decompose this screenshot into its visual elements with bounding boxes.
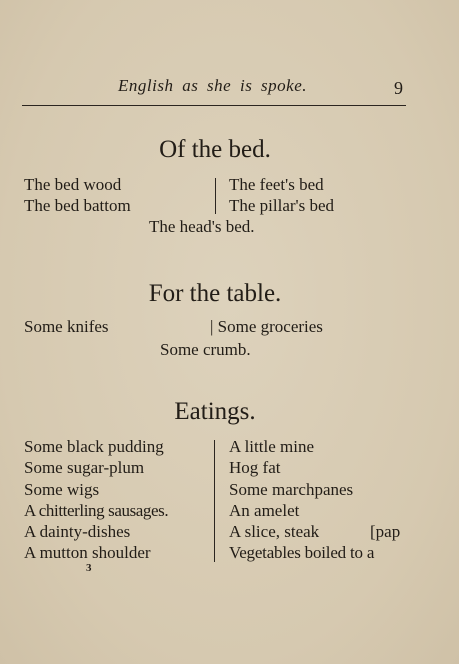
running-title: English as she is spoke.: [118, 76, 308, 95]
list-item: Some knifes: [24, 317, 109, 336]
list-item: | Some groceries: [210, 317, 323, 336]
list-item: Some sugar-plum: [24, 458, 145, 477]
section-title-eatings: Eatings.: [174, 398, 256, 425]
list-item: Some wigs: [24, 480, 100, 499]
list-item: The bed battom: [24, 196, 131, 215]
signature-mark: 3: [86, 562, 92, 574]
header-rule: [22, 105, 406, 106]
list-item: Hog fat: [229, 458, 281, 477]
list-item: Some black pudding: [24, 437, 164, 456]
list-item: A chitterling sausages.: [24, 501, 169, 520]
section-title-bed: Of the bed.: [159, 136, 271, 163]
list-item-center: The head's bed.: [149, 217, 255, 236]
column-divider: [214, 440, 215, 562]
list-item: A slice, steak: [229, 522, 320, 541]
list-item: The pillar's bed: [229, 196, 335, 215]
list-item: A mutton shoulder: [24, 543, 151, 562]
list-item: A dainty-dishes: [24, 522, 131, 541]
list-item: The bed wood: [24, 175, 122, 194]
list-item-center: Some crumb.: [160, 340, 251, 359]
column-divider: [215, 178, 216, 214]
list-item: Some marchpanes: [229, 480, 354, 499]
page-number: 9: [394, 78, 403, 98]
margin-note: [pap: [370, 522, 401, 541]
list-item: An amelet: [229, 501, 300, 520]
section-title-table: For the table.: [148, 280, 282, 307]
list-item: The feet's bed: [229, 175, 324, 194]
list-item: Vegetables boiled to a: [229, 543, 375, 562]
list-item: A little mine: [229, 437, 314, 456]
